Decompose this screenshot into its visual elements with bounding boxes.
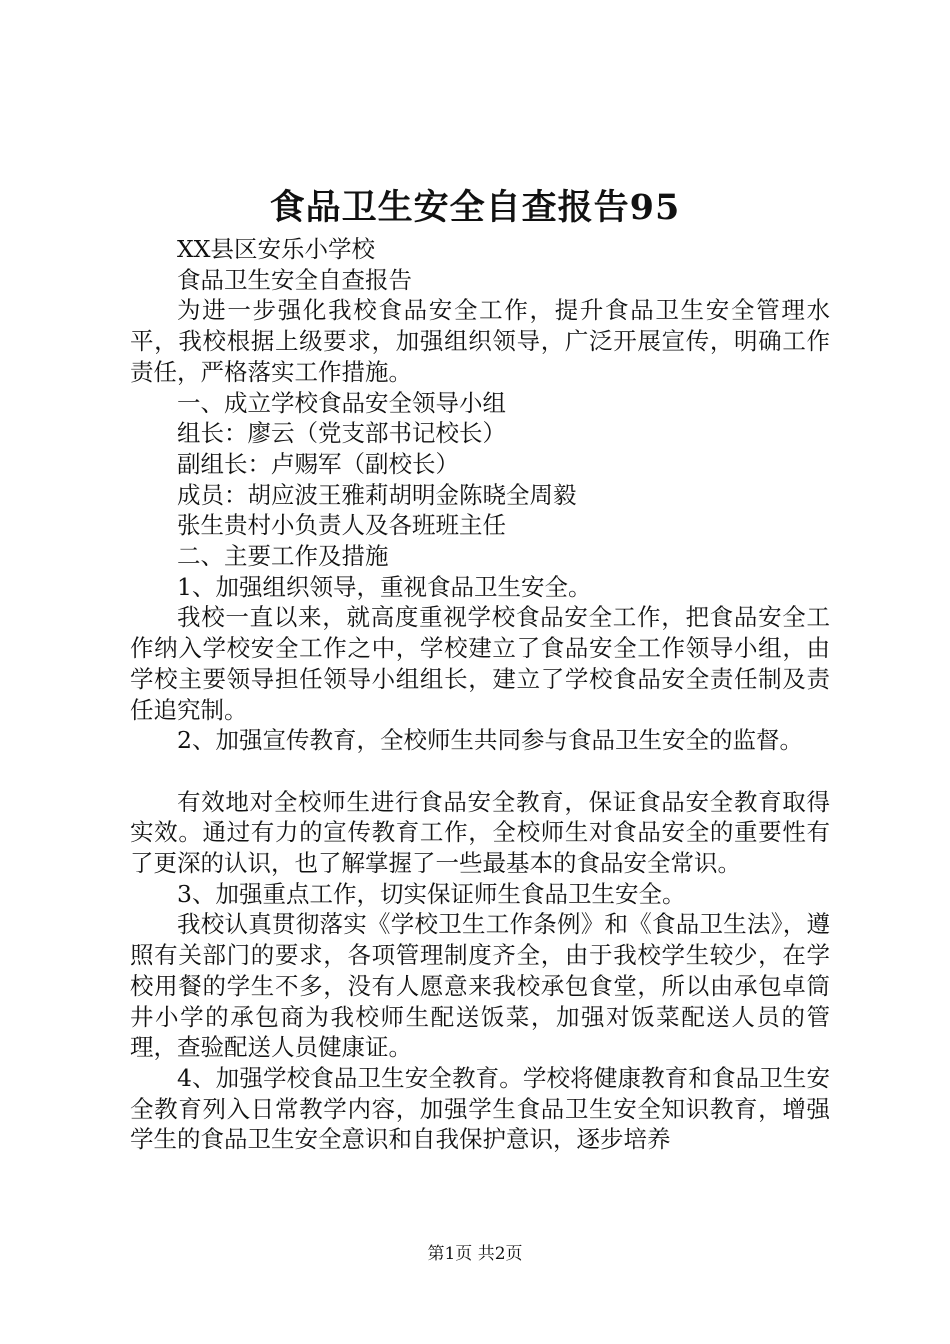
paragraph-members-cont: 张生贵村小负责人及各班班主任 xyxy=(177,511,506,540)
paragraph-item-1: 1、加强组织领导，重视食品卫生安全。 xyxy=(177,572,592,601)
paragraph-deputy-leader: 副组长：卢赐军（副校长） xyxy=(177,449,459,478)
paragraph-section-1-heading: 一、成立学校食品安全领导小组 xyxy=(177,388,506,417)
paragraph-school-name: XX县区安乐小学校 xyxy=(177,235,375,263)
paragraph-members: 成员：胡应波王雅莉胡明金陈晓全周毅 xyxy=(177,480,577,509)
paragraph-section-2-heading: 二、主要工作及措施 xyxy=(177,542,389,571)
document-body xyxy=(130,234,830,1155)
document-title: 食品卫生安全自查报告95 xyxy=(269,187,681,228)
paragraph-intro: 为进一步强化我校食品安全工作，提升食品卫生安全管理水平，我校根据上级要求，加强组织领导，广泛开展宣传，明确工作责任，严格落实工作措施。 xyxy=(130,296,830,386)
paragraph-item-2: 2、加强宣传教育，全校师生共同参与食品卫生安全的监督。 xyxy=(177,726,803,755)
paragraph-report-title: 食品卫生安全自查报告 xyxy=(177,265,412,294)
paragraph-item-3-body: 我校认真贯彻落实《学校卫生工作条例》和《食品卫生法》，遵照有关部门的要求，各项管理制度齐全，由于我校学生较少，在学校用餐的学生不多，没有人愿意来我校承包食堂，所以由承包卓筒井小学的承包商为我校师生配送饭菜，加强对饭菜配送人员的管理，查验配送人员健康证。 xyxy=(130,910,830,1062)
paragraph-group-leader: 组长：廖云（党支部书记校长） xyxy=(177,419,506,448)
paragraph-item-3: 3、加强重点工作，切实保证师生食品卫生安全。 xyxy=(177,879,686,908)
blank-line xyxy=(130,756,830,787)
paragraph-item-4: 4、加强学校食品卫生安全教育。学校将健康教育和食品卫生安全教育列入日常教学内容，加强学生食品卫生安全知识教育，增强学生的食品卫生安全意识和自我保护意识，逐步培养 xyxy=(130,1063,830,1154)
paragraph-item-1-body: 我校一直以来，就高度重视学校食品安全工作，把食品安全工作纳入学校安全工作之中，学校建立了食品安全工作领导小组，由学校主要领导担任领导小组组长，建立了学校食品安全责任制及责任追究制。 xyxy=(130,603,830,724)
page-number-footer: 第1页 共2页 xyxy=(427,1244,523,1264)
paragraph-item-2-body: 有效地对全校师生进行食品安全教育，保证食品安全教育取得实效。通过有力的宣传教育工作，全校师生对食品安全的重要性有了更深的认识，也了解掌握了一些最基本的食品安全常识。 xyxy=(130,787,830,878)
